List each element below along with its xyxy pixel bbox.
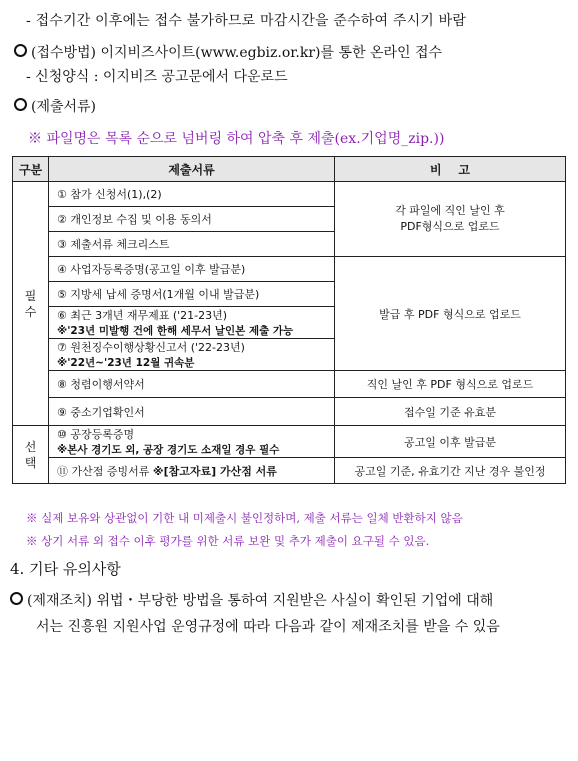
- intro-line-docs: [14, 96, 96, 116]
- table-row: [13, 426, 566, 458]
- doc-cell: ③ 제출서류 체크리스트: [49, 232, 335, 257]
- doc-title: ⑦ 원천징수이행상황신고서 ('22-23년): [57, 341, 245, 354]
- method-text: (접수방법) 이지비즈사이트(www.egbiz.or.kr)를 통한 온라인 접수: [31, 45, 443, 61]
- circle-bullet-icon: [10, 592, 23, 605]
- remark-cell: 공고일 이후 발급분: [335, 426, 566, 458]
- doc-title: ⑪ 가산점 증빙서류: [57, 464, 153, 478]
- doc-cell: [49, 307, 335, 339]
- intro-line-form: - 신청양식 : 이지비즈 공고문에서 다운로드: [26, 69, 288, 85]
- table-row: [13, 371, 566, 398]
- doc-cell: ② 개인정보 수집 및 이용 동의서: [49, 207, 335, 232]
- doc-cell: [49, 339, 335, 371]
- table-row: [13, 398, 566, 426]
- table-row: [13, 458, 566, 484]
- sanction-line-2: 서는 진흥원 지원사업 운영규정에 따라 다음과 같이 제재조치를 받을 수 있음: [36, 619, 500, 635]
- intro-line-deadline: - 접수기간 이후에는 접수 불가하므로 마감시간을 준수하여 주시기 바람: [26, 13, 467, 29]
- circle-bullet-icon: [14, 44, 27, 57]
- note-no-return: ※ 실제 보유와 상관없이 기한 내 미제출시 불인정하며, 제출 서류는 일체 반환하지 않음: [26, 511, 463, 525]
- group-required: 필 수: [13, 182, 49, 426]
- doc-cell: ① 참가 신청서(1),(2): [49, 182, 335, 207]
- doc-cell: ④ 사업자등록증명(공고일 이후 발급분): [49, 257, 335, 282]
- doc-subnote: ※'23년 미발행 건에 한해 세무서 날인본 제출 가능: [57, 325, 294, 337]
- doc-cell: [49, 426, 335, 458]
- section-title: 4. 기타 유의사항: [10, 560, 121, 578]
- documents-table: [12, 156, 566, 484]
- remark-cell: 공고일 기준, 유효기간 지난 경우 불인정: [335, 458, 566, 484]
- doc-cell: ⑨ 중소기업확인서: [49, 398, 335, 426]
- header-remarks: 비 고: [335, 157, 566, 182]
- note-additional: ※ 상기 서류 외 접수 이후 평가를 위한 서류 보완 및 추가 제출이 요구될 수 있음.: [26, 534, 430, 548]
- doc-cell: ⑧ 청렴이행서약서: [49, 371, 335, 398]
- header-category: 구분: [13, 157, 49, 182]
- doc-subnote: ※본사 경기도 외, 공장 경기도 소재일 경우 필수: [57, 444, 280, 456]
- doc-bold-note: ※[참고자료] 가산점 서류: [152, 464, 277, 478]
- header-documents: 제출서류: [49, 157, 335, 182]
- docs-heading-text: (제출서류): [31, 99, 97, 115]
- group-optional: 선 택: [13, 426, 49, 484]
- table-row: [13, 182, 566, 207]
- remark-cell: 접수일 기준 유효분: [335, 398, 566, 426]
- doc-subnote: ※'22년~'23년 12월 귀속분: [57, 357, 195, 369]
- remark-cell: 직인 날인 후 PDF 형식으로 업로드: [335, 371, 566, 398]
- table-header-row: [13, 157, 566, 182]
- doc-title: ⑥ 최근 3개년 재무제표 ('21-23년): [57, 309, 228, 322]
- filename-note: ※ 파일명은 목록 순으로 넘버링 하여 압축 후 제출(ex.기업명_zip.)): [28, 131, 445, 147]
- circle-bullet-icon: [14, 98, 27, 111]
- sanction-text-1: (제재조치) 위법・부당한 방법을 통하여 지원받은 사실이 확인된 기업에 대해: [27, 593, 494, 609]
- table-row: [13, 257, 566, 282]
- remark-cell: 각 파일에 직인 날인 후 PDF형식으로 업로드: [335, 182, 566, 257]
- doc-cell: ⑤ 지방세 납세 증명서(1개월 이내 발급분): [49, 282, 335, 307]
- doc-title: ⑩ 공장등록증명: [57, 428, 135, 441]
- intro-line-method: [14, 42, 442, 62]
- sanction-line-1: [10, 590, 493, 610]
- doc-cell: [49, 458, 335, 484]
- remark-cell: 발급 후 PDF 형식으로 업로드: [335, 257, 566, 371]
